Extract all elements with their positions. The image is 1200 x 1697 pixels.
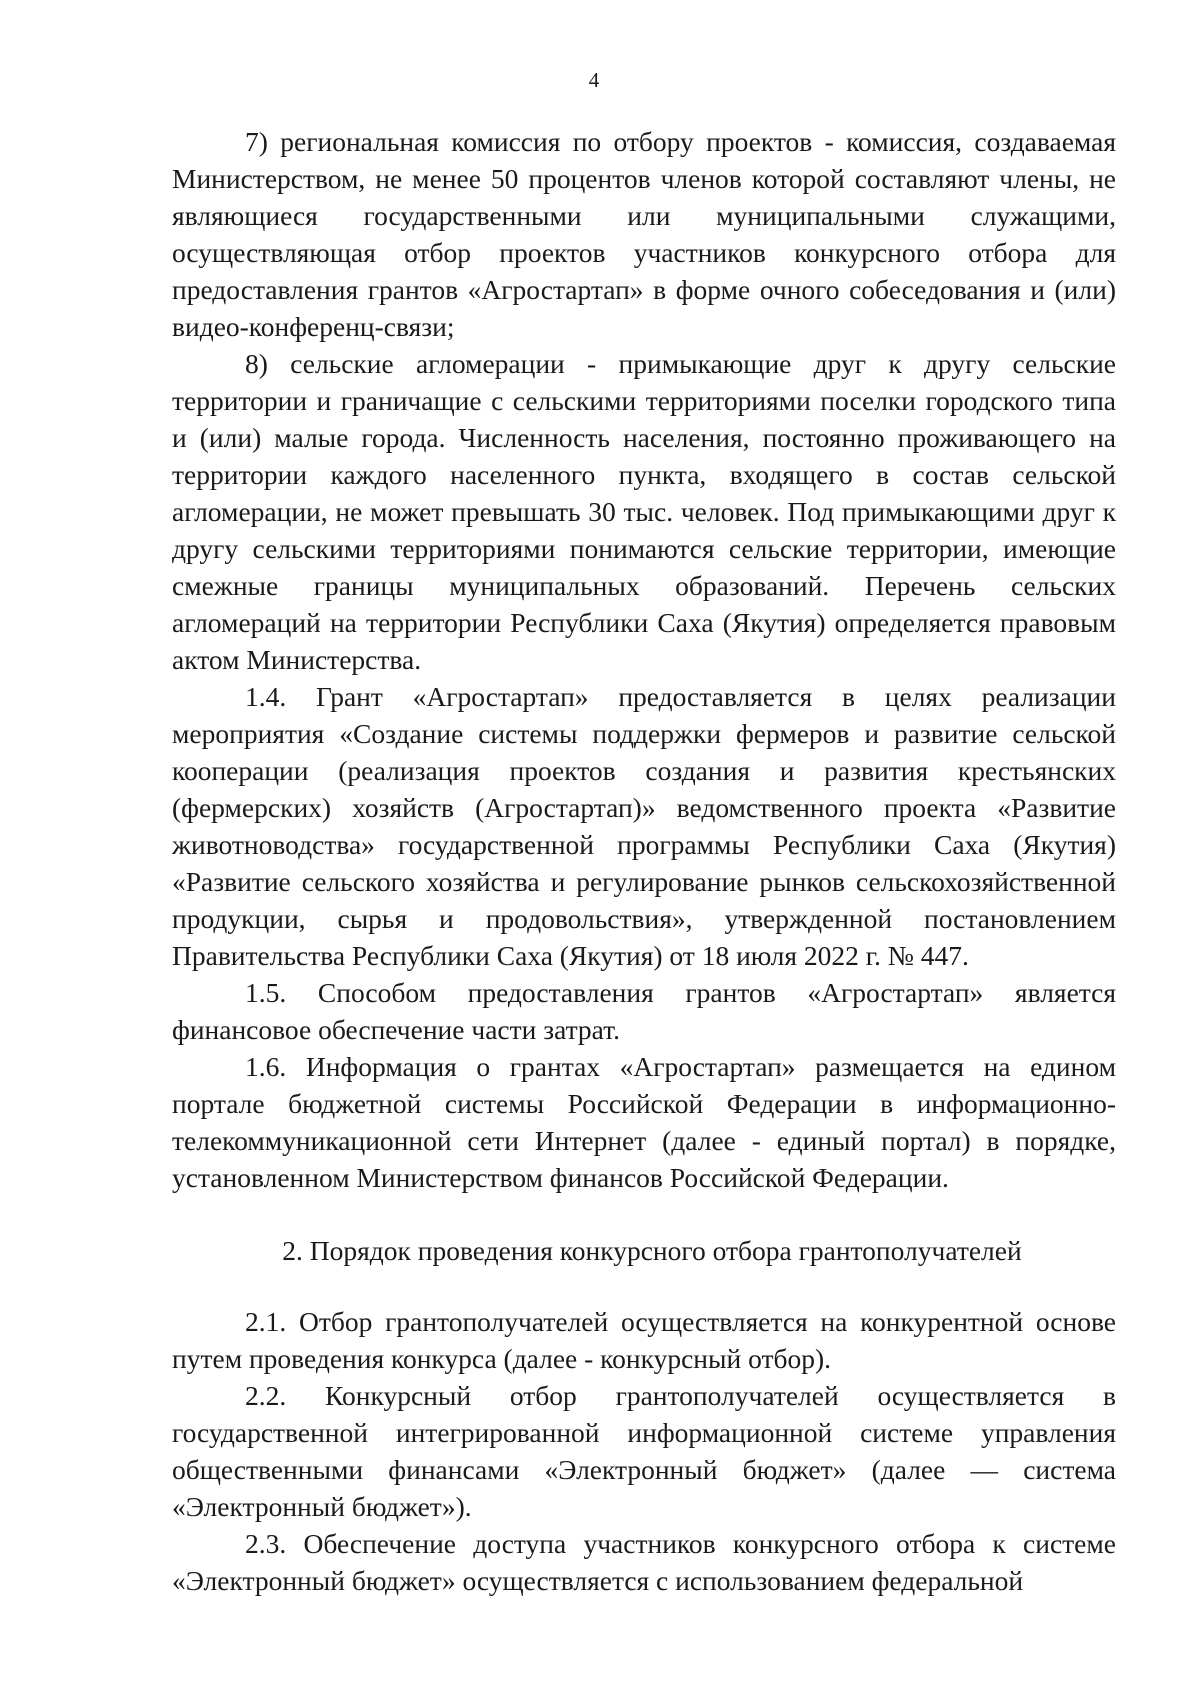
paragraph-2-3: 2.3. Обеспечение доступа участников конкурсного отбора к системе «Электронный бюджет» осуществляется с использованием федеральной bbox=[172, 1528, 1116, 1596]
page-number: 4 bbox=[588, 68, 600, 92]
paragraph-2-2: 2.2. Конкурсный отбор грантополучателей осуществляется в государственной интегрированной информационной системе управления общественными финансами «Электронный бюджет» (далее — система «Электронный бюджет»). bbox=[172, 1380, 1116, 1522]
paragraph-2-1: 2.1. Отбор грантополучателей осуществляется на конкурентной основе путем проведения конкурса (далее - конкурсный отбор). bbox=[172, 1306, 1116, 1374]
paragraph-8: 8) сельские агломерации - примыкающие друг к другу сельские территории и граничащие с сельскими территориями поселки городского типа и (или) малые города. Численность населения, постоянно проживающего на территории каждого населенного пункта, входящего в состав сельской агломерации, не может превышать 30 тыс. человек. Под примыкающими друг к другу сельскими территориями понимаются сельские территории, имеющие смежные границы муниципальных образований. Перечень сельских агломераций на территории Республики Саха (Якутия) определяется правовым актом Министерства. bbox=[172, 348, 1116, 675]
paragraph-1-4: 1.4. Грант «Агростартап» предоставляется в целях реализации мероприятия «Создание системы поддержки фермеров и развитие сельской кооперации (реализация проектов создания и развития крестьянских (фермерских) хозяйств (Агростартап)» ведомственного проекта «Развитие животноводства» государственной программы Республики Саха (Якутия) «Развитие сельского хозяйства и регулирование рынков сельскохозяйственной продукции, сырья и продовольствия», утвержденной постановлением Правительства Республики Саха (Якутия) от 18 июля 2022 г. № 447. bbox=[172, 681, 1116, 971]
document-body bbox=[172, 123, 1116, 1599]
section-heading: 2. Порядок проведения конкурсного отбора грантополучателей bbox=[282, 1235, 1022, 1266]
paragraph-1-6: 1.6. Информация о грантах «Агростартап» размещается на едином портале бюджетной системы Российской Федерации в информационно-телекоммуникационной сети Интернет (далее - единый портал) в порядке, установленном Министерством финансов Российской Федерации. bbox=[172, 1051, 1116, 1193]
paragraph-7: 7) региональная комиссия по отбору проектов - комиссия, создаваемая Министерством, не менее 50 процентов членов которой составляют члены, не являющиеся государственными или муниципальными служащими, осуществляющая отбор проектов участников конкурсного отбора для предоставления грантов «Агростартап» в форме очного собеседования и (или) видео-конференц-связи; bbox=[172, 126, 1116, 342]
paragraph-1-5: 1.5. Способом предоставления грантов «Агростартап» является финансовое обеспечение части затрат. bbox=[172, 977, 1116, 1045]
